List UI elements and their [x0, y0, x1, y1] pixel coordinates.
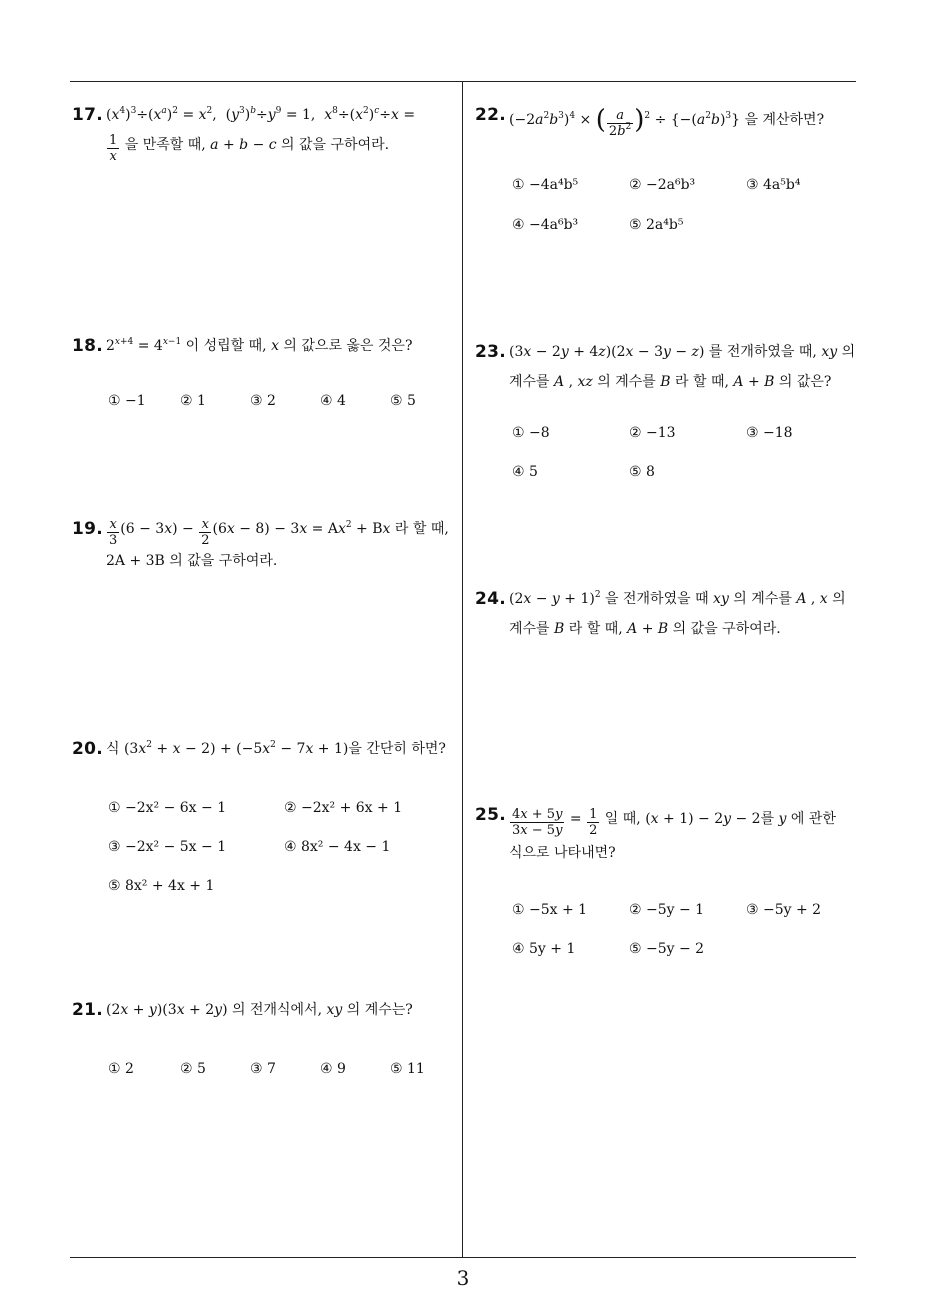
choice-1[interactable]: ① −8 [512, 425, 550, 441]
choice-5[interactable]: ⑤ 8 [629, 464, 655, 480]
stem-line-1-rendered: 식 $(3x^2 + x - 2) + (-5x^2 - 7x + 1)$을 간단히 하면? [106, 740, 446, 757]
problem-22 [475, 100, 860, 140]
problem-number: 19. [72, 519, 104, 539]
choice-3[interactable]: ③ 4a⁵b⁴ [746, 177, 801, 193]
problem-25 [475, 800, 860, 868]
problem-number: 24. [475, 589, 507, 609]
column-divider [462, 82, 463, 1258]
choice-5[interactable]: ⑤ 8x² + 4x + 1 [108, 878, 215, 894]
problem-18 [72, 331, 457, 361]
problem-number: 22. [475, 105, 507, 125]
choice-3[interactable]: ③ −2x² − 5x − 1 [108, 839, 227, 855]
choice-1[interactable]: ① 2 [108, 1061, 134, 1077]
choice-3[interactable]: ③ 7 [250, 1061, 276, 1077]
problem-number: 17. [72, 105, 104, 125]
choice-3[interactable]: ③ −5y + 2 [746, 902, 822, 918]
choice-4[interactable]: ④ 5 [512, 464, 538, 480]
choice-3[interactable]: ③ 2 [250, 393, 276, 409]
problem-stem [509, 337, 860, 397]
bottom-rule [70, 1257, 856, 1258]
choice-4[interactable]: ④ 8x² − 4x − 1 [284, 839, 391, 855]
problem-stem [106, 995, 457, 1025]
stem-line-1-rendered: (2x + y)(3x + 2y) 의 전개식에서, xy 의 계수는? [106, 1002, 413, 1018]
problem-number: 21. [72, 1000, 104, 1020]
choice-4[interactable]: ④ 5y + 1 [512, 941, 576, 957]
choice-4[interactable]: ④ 9 [320, 1061, 346, 1077]
problem-20 [72, 734, 457, 764]
problem-stem [106, 100, 457, 164]
choice-2[interactable]: ② −2a⁶b³ [629, 177, 696, 193]
choice-2[interactable]: ② −2x² + 6x + 1 [284, 800, 403, 816]
choice-1[interactable]: ① −1 [108, 393, 146, 409]
top-rule [70, 81, 856, 82]
page-number: 3 [456, 1266, 470, 1290]
stem-line-2-rendered: 계수를 B 라 할 때, A + B 의 값을 구하여라. [509, 621, 781, 637]
problem-stem [509, 100, 860, 140]
problem-19 [72, 514, 457, 576]
choice-4[interactable]: ④ −4a⁶b³ [512, 217, 579, 233]
problem-stem [106, 514, 457, 576]
stem-line-1-rendered: $(2x - y + 1)^2$ 을 전개하였을 때 xy 의 계수를 A , x 의 [509, 590, 846, 607]
choice-2[interactable]: ② 5 [180, 1061, 206, 1077]
choice-1[interactable]: ① −2x² − 6x − 1 [108, 800, 227, 816]
choice-3[interactable]: ③ −18 [746, 425, 793, 441]
choice-5[interactable]: ⑤ 5 [390, 393, 416, 409]
choice-4[interactable]: ④ 4 [320, 393, 346, 409]
problem-stem [106, 734, 457, 764]
stem-line-1-rendered: (3x − 2y + 4z)(2x − 3y − z) 를 전개하였을 때, xy 의 [509, 344, 856, 360]
problem-21 [72, 995, 457, 1025]
choice-5[interactable]: ⑤ −5y − 2 [629, 941, 705, 957]
problem-number: 18. [72, 336, 104, 356]
stem-line-1-rendered: $(x^4)^3\div(x^a)^2 = x^2$, $(y^3)^b\div y^9 = 1$, $x^8\div(x^2)^c\div x$ = [106, 106, 416, 123]
problem-number: 25. [475, 805, 507, 825]
problem-23 [475, 337, 860, 397]
problem-17 [72, 100, 457, 164]
stem-line-1-rendered: $\frac{4x + 5y}{3x - 5y}$ = $\frac{1}{2}$ 일 때, (x + 1) − 2y − 2를 y 에 관한 [512, 807, 836, 838]
stem-line-1-rendered: $2^{x+4} = 4^{x-1}$ 이 성립할 때, x 의 값으로 옳은 것은? [106, 337, 413, 354]
problem-24 [475, 584, 860, 644]
choice-2[interactable]: ② 1 [180, 393, 206, 409]
problem-number: 20. [72, 739, 104, 759]
choice-5[interactable]: ⑤ 2a⁴b⁵ [629, 217, 684, 233]
problem-stem [509, 800, 860, 868]
problem-stem [106, 331, 457, 361]
stem-line-2-rendered: 계수를 A , xz 의 계수를 B 라 할 때, A + B 의 값은? [509, 374, 832, 390]
stem-line-2-rendered: 식으로 나타내면? [509, 845, 616, 861]
stem-line-2-rendered: 2A + 3B 의 값을 구하여라. [106, 553, 278, 569]
stem-line-1-rendered: $\frac{x}{3}$ (6 − 3x) − $\frac{x}{2}$ $(6x - 8) - 3x = Ax^2 + Bx$ 라 할 때, [109, 517, 449, 548]
choice-5[interactable]: ⑤ 11 [390, 1061, 425, 1077]
problem-stem [509, 584, 860, 644]
stem-line-1-rendered: $(-2a^2b^3)^4$ × ( $\frac{a}{2b^2}$ )$^2 \div \{-(a^2b)^3\}$ 을 계산하면? [509, 105, 825, 139]
stem-line-2-rendered: $\frac{1}{x}$ 을 만족할 때, a + b − c 의 값을 구하여라. [109, 133, 390, 164]
choice-1[interactable]: ① −5x + 1 [512, 902, 588, 918]
choice-2[interactable]: ② −13 [629, 425, 676, 441]
problem-number: 23. [475, 342, 507, 362]
choice-1[interactable]: ① −4a⁴b⁵ [512, 177, 579, 193]
choice-2[interactable]: ② −5y − 1 [629, 902, 705, 918]
